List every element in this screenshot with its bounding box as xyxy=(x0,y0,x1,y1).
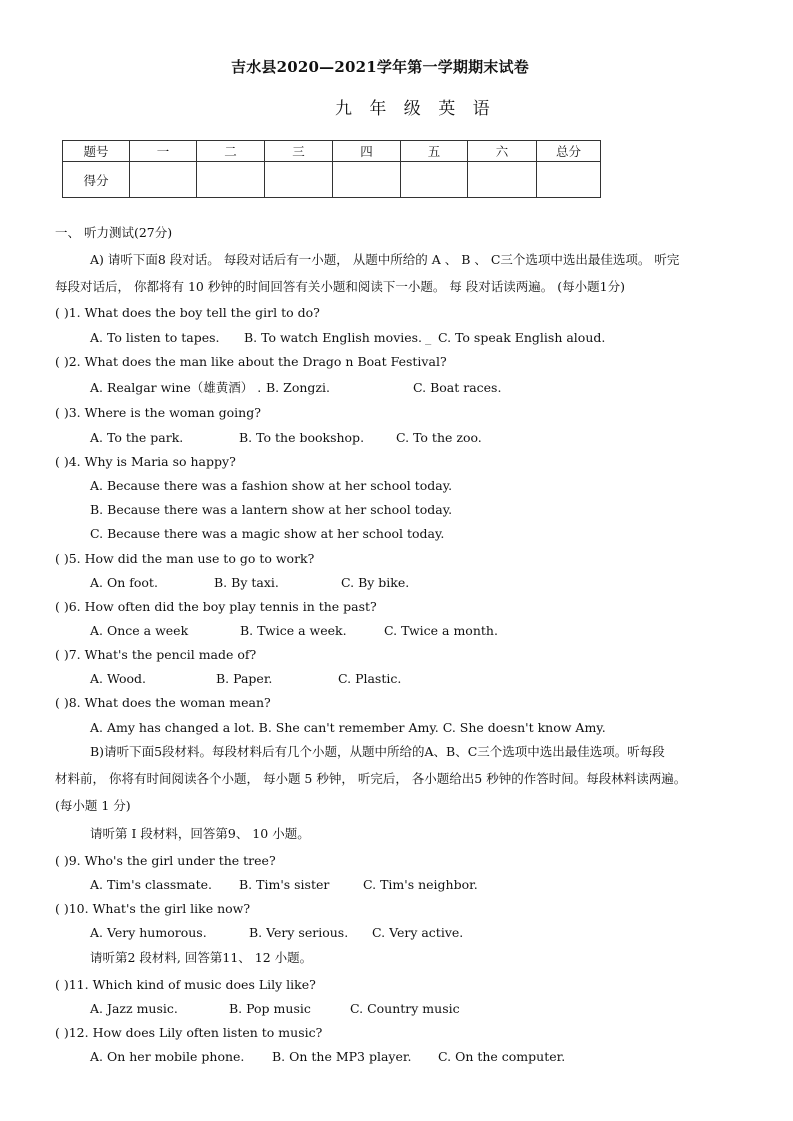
question-stem: ( )2. What does the man like about the Drago n Boat Festival? xyxy=(55,354,447,369)
score-input-cell[interactable] xyxy=(401,162,468,198)
question-stem: ( )10. What's the girl like now? xyxy=(55,901,251,916)
option-a[interactable]: A. Because there was a fashion show at her school today. xyxy=(90,478,453,493)
option-a[interactable]: A. Wood. xyxy=(90,671,146,686)
option-b[interactable]: B. To the bookshop. xyxy=(239,430,365,445)
question-stem: ( )7. What's the pencil made of? xyxy=(55,647,257,662)
question-stem: ( )11. Which kind of music does Lily like? xyxy=(55,977,316,992)
material-heading: 请听第 Ⅰ 段材料，回答第9、 10 小题。 xyxy=(90,826,310,841)
option-a[interactable]: A. To listen to tapes. xyxy=(90,330,220,345)
option-b[interactable]: B. Tim's sister xyxy=(239,877,330,892)
score-table-header-row xyxy=(63,141,601,162)
option-c[interactable]: C. Very active. xyxy=(372,925,464,940)
partA-instructions-line2: 每段对话后， 你都将有 10 秒钟的时间回答有关小题和阅读下一小题。 每 段对话读两遍。 (每小题1分) xyxy=(55,279,625,294)
question-stem: ( )8. What does the woman mean? xyxy=(55,695,271,710)
option-b[interactable]: B. Very serious. xyxy=(249,925,349,940)
option-b[interactable]: B. To watch English movies. xyxy=(244,330,423,345)
score-cell: 总分 xyxy=(537,141,601,162)
exam-title: 吉水县2020—2021学年第一学期期末试卷 xyxy=(231,58,529,76)
score-cell: 五 xyxy=(401,141,468,162)
option-c[interactable]: C. On the computer. xyxy=(438,1049,566,1064)
question-stem: ( )6. How often did the boy play tennis in the past? xyxy=(55,599,377,614)
question-stem: ( )5. How did the man use to go to work? xyxy=(55,551,315,566)
score-cell: 得分 xyxy=(63,162,130,198)
question-stem: ( )3. Where is the woman going? xyxy=(55,405,261,420)
score-cell: 二 xyxy=(197,141,265,162)
score-table xyxy=(62,140,601,198)
score-input-cell[interactable] xyxy=(130,162,197,198)
option-a[interactable]: A. Once a week xyxy=(90,623,189,638)
score-cell: 三 xyxy=(265,141,333,162)
question-stem: ( )12. How does Lily often listen to music? xyxy=(55,1025,323,1040)
score-cell: 四 xyxy=(333,141,401,162)
option-a[interactable]: A. Very humorous. xyxy=(90,925,207,940)
option-b[interactable]: B. Paper. xyxy=(216,671,273,686)
score-cell: 六 xyxy=(468,141,537,162)
option-c[interactable]: C. By bike. xyxy=(341,575,410,590)
option-a[interactable]: A. Realgar wine（雄黄酒） . xyxy=(90,380,262,395)
option-c[interactable]: C. Because there was a magic show at her school today. xyxy=(90,526,445,541)
question-stem: ( )9. Who's the girl under the tree? xyxy=(55,853,276,868)
score-table-score-row xyxy=(63,162,601,198)
option-c[interactable]: C. To speak English aloud. xyxy=(438,330,606,345)
option-b[interactable]: B. Zongzi. xyxy=(266,380,330,395)
option-c[interactable]: C. Country music xyxy=(350,1001,460,1016)
question-stem: ( )4. Why is Maria so happy? xyxy=(55,454,236,469)
stray-mark: _ xyxy=(425,330,432,345)
option-a[interactable]: A. On her mobile phone. xyxy=(90,1049,245,1064)
partB-instructions-line1: B)请听下面5段材料。每段材料后有几个小题，从题中所给的A、B、C三个选项中选出最佳选项。听每段 xyxy=(90,744,665,759)
option-b[interactable]: B. Twice a week. xyxy=(240,623,347,638)
option-a[interactable]: A. Jazz music. xyxy=(90,1001,178,1016)
option-a[interactable]: A. On foot. xyxy=(90,575,158,590)
option-b[interactable]: B. Pop music xyxy=(229,1001,311,1016)
question-stem: ( )1. What does the boy tell the girl to do? xyxy=(55,305,320,320)
option-b[interactable]: B. By taxi. xyxy=(214,575,279,590)
exam-subtitle: 九 年 级 英 语 xyxy=(335,99,496,119)
score-input-cell[interactable] xyxy=(333,162,401,198)
score-cell: 一 xyxy=(130,141,197,162)
option-c[interactable]: C. Boat races. xyxy=(413,380,502,395)
options-line[interactable]: A. Amy has changed a lot. B. She can't remember Amy. C. She doesn't know Amy. xyxy=(90,720,606,735)
option-a[interactable]: A. Tim's classmate. xyxy=(90,877,212,892)
option-c[interactable]: C. Twice a month. xyxy=(384,623,498,638)
option-c[interactable]: C. Plastic. xyxy=(338,671,402,686)
option-b[interactable]: B. On the MP3 player. xyxy=(272,1049,412,1064)
score-input-cell[interactable] xyxy=(197,162,265,198)
partB-instructions-line3: (每小题 1 分) xyxy=(55,798,131,813)
section-heading: 一、 听力测试(27分) xyxy=(55,225,173,240)
partA-instructions-line1: A) 请听下面8 段对话。 每段对话后有一小题， 从题中所给的 A 、 B 、 C三个选项中选出最佳选项。 听完 xyxy=(90,252,680,267)
option-b[interactable]: B. Because there was a lantern show at her school today. xyxy=(90,502,453,517)
option-c[interactable]: C. To the zoo. xyxy=(396,430,482,445)
score-cell: 题号 xyxy=(63,141,130,162)
score-input-cell[interactable] xyxy=(265,162,333,198)
score-input-cell[interactable] xyxy=(537,162,601,198)
material-heading: 请听第2 段材料, 回答第11、 12 小题。 xyxy=(90,950,313,965)
option-a[interactable]: A. To the park. xyxy=(90,430,184,445)
score-input-cell[interactable] xyxy=(468,162,537,198)
partB-instructions-line2: 材料前， 你将有时间阅读各个小题， 每小题 5 秒钟， 听完后， 各小题给出5 秒钟的作答时间。每段林料读两遍。 xyxy=(55,771,687,786)
option-c[interactable]: C. Tim's neighbor. xyxy=(363,877,478,892)
